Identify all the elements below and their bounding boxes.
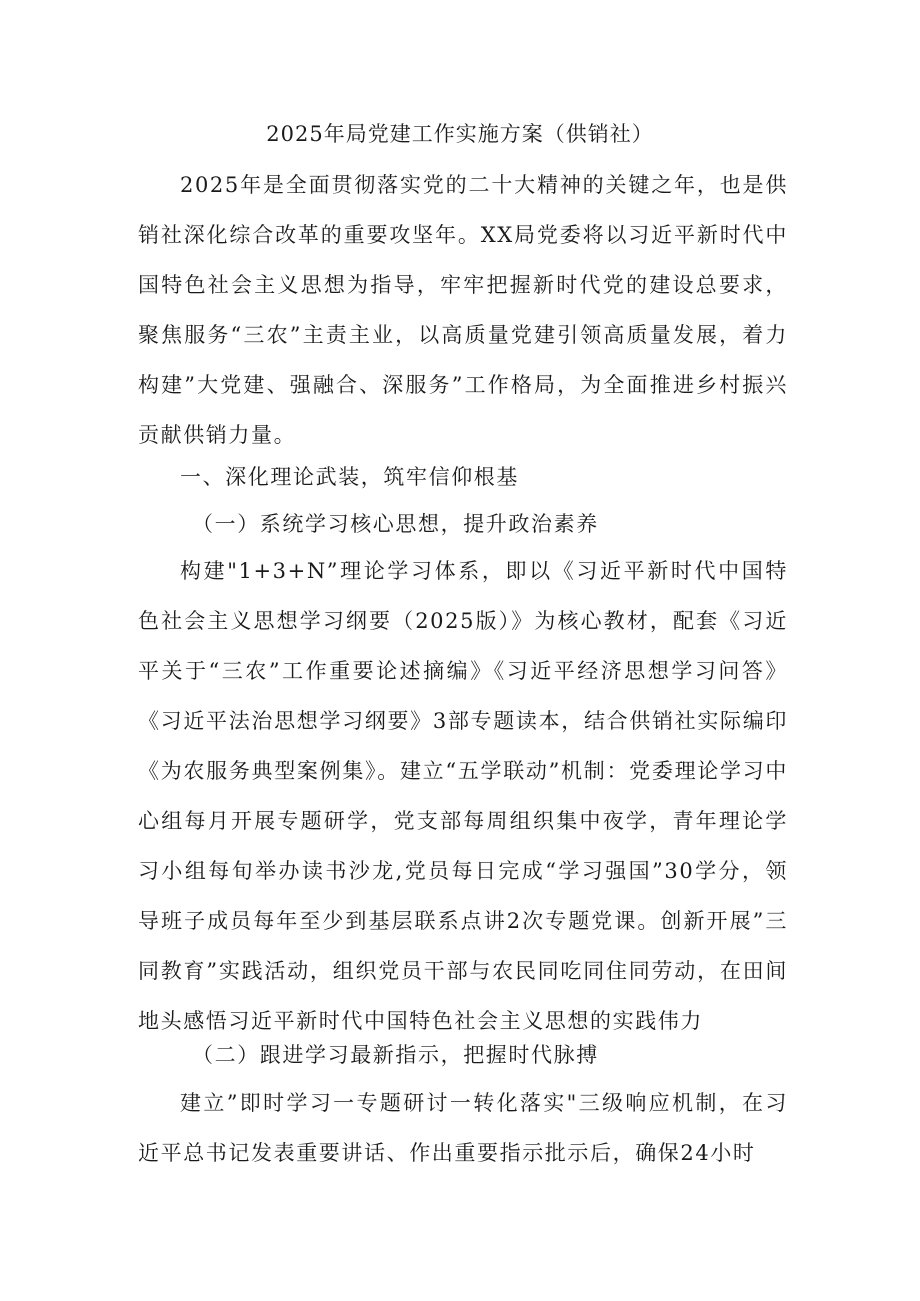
subsection-1-heading: （一）系统学习核心思想，提升政治素养 [192,512,599,536]
document-title: 2025年局党建工作实施方案（供销社） [266,122,654,146]
subsection-2-paragraph: 建立”即时学习一专题研讨一转化落实"三级响应机制，在习近平总书记发表重要讲话、作出重要指示批示后，确保24小时 [138,1091,788,1165]
subsection-2-heading: （二）跟进学习最新指示，把握时代脉搏 [192,1043,599,1067]
section-1-heading: 一、深化理论武装，筑牢信仰根基 [180,465,519,489]
intro-paragraph: 2025年是全面贯彻落实党的二十大精神的关键之年，也是供销社深化综合改革的重要攻坚年。XX局党委将以习近平新时代中国特色社会主义思想为指导，牢牢把握新时代党的建设总要求，聚焦服务“三农”主责主业，以高质量党建引领高质量发展，着力构建”大党建、强融合、深服务”工作格局，为全面推进乡村振兴贡献供销力量。 [138,173,788,447]
subsection-1-paragraph: 构建"1+3+N”理论学习体系，即以《习近平新时代中国特色社会主义思想学习纲要（2025版）》为核心教材，配套《习近平关于“三农”工作重要论述摘编》《习近平经济思想学习问答》《习近平法治思想学习纲要》3部专题读本，结合供销社实际编印《为农服务典型案例集》。建立“五学联动”机制：党委理论学习中心组每月开展专题研学，党支部每周组织集中夜学，青年理论学习小组每旬举办读书沙龙,党员每日完成“学习强国”30学分，领导班子成员每年至少到基层联系点讲2次专题党课。创新开展”三同教育”实践活动，组织党员干部与农民同吃同住同劳动，在田间地头感悟习近平新时代中国特色社会主义思想的实践伟力 [138,559,788,1033]
